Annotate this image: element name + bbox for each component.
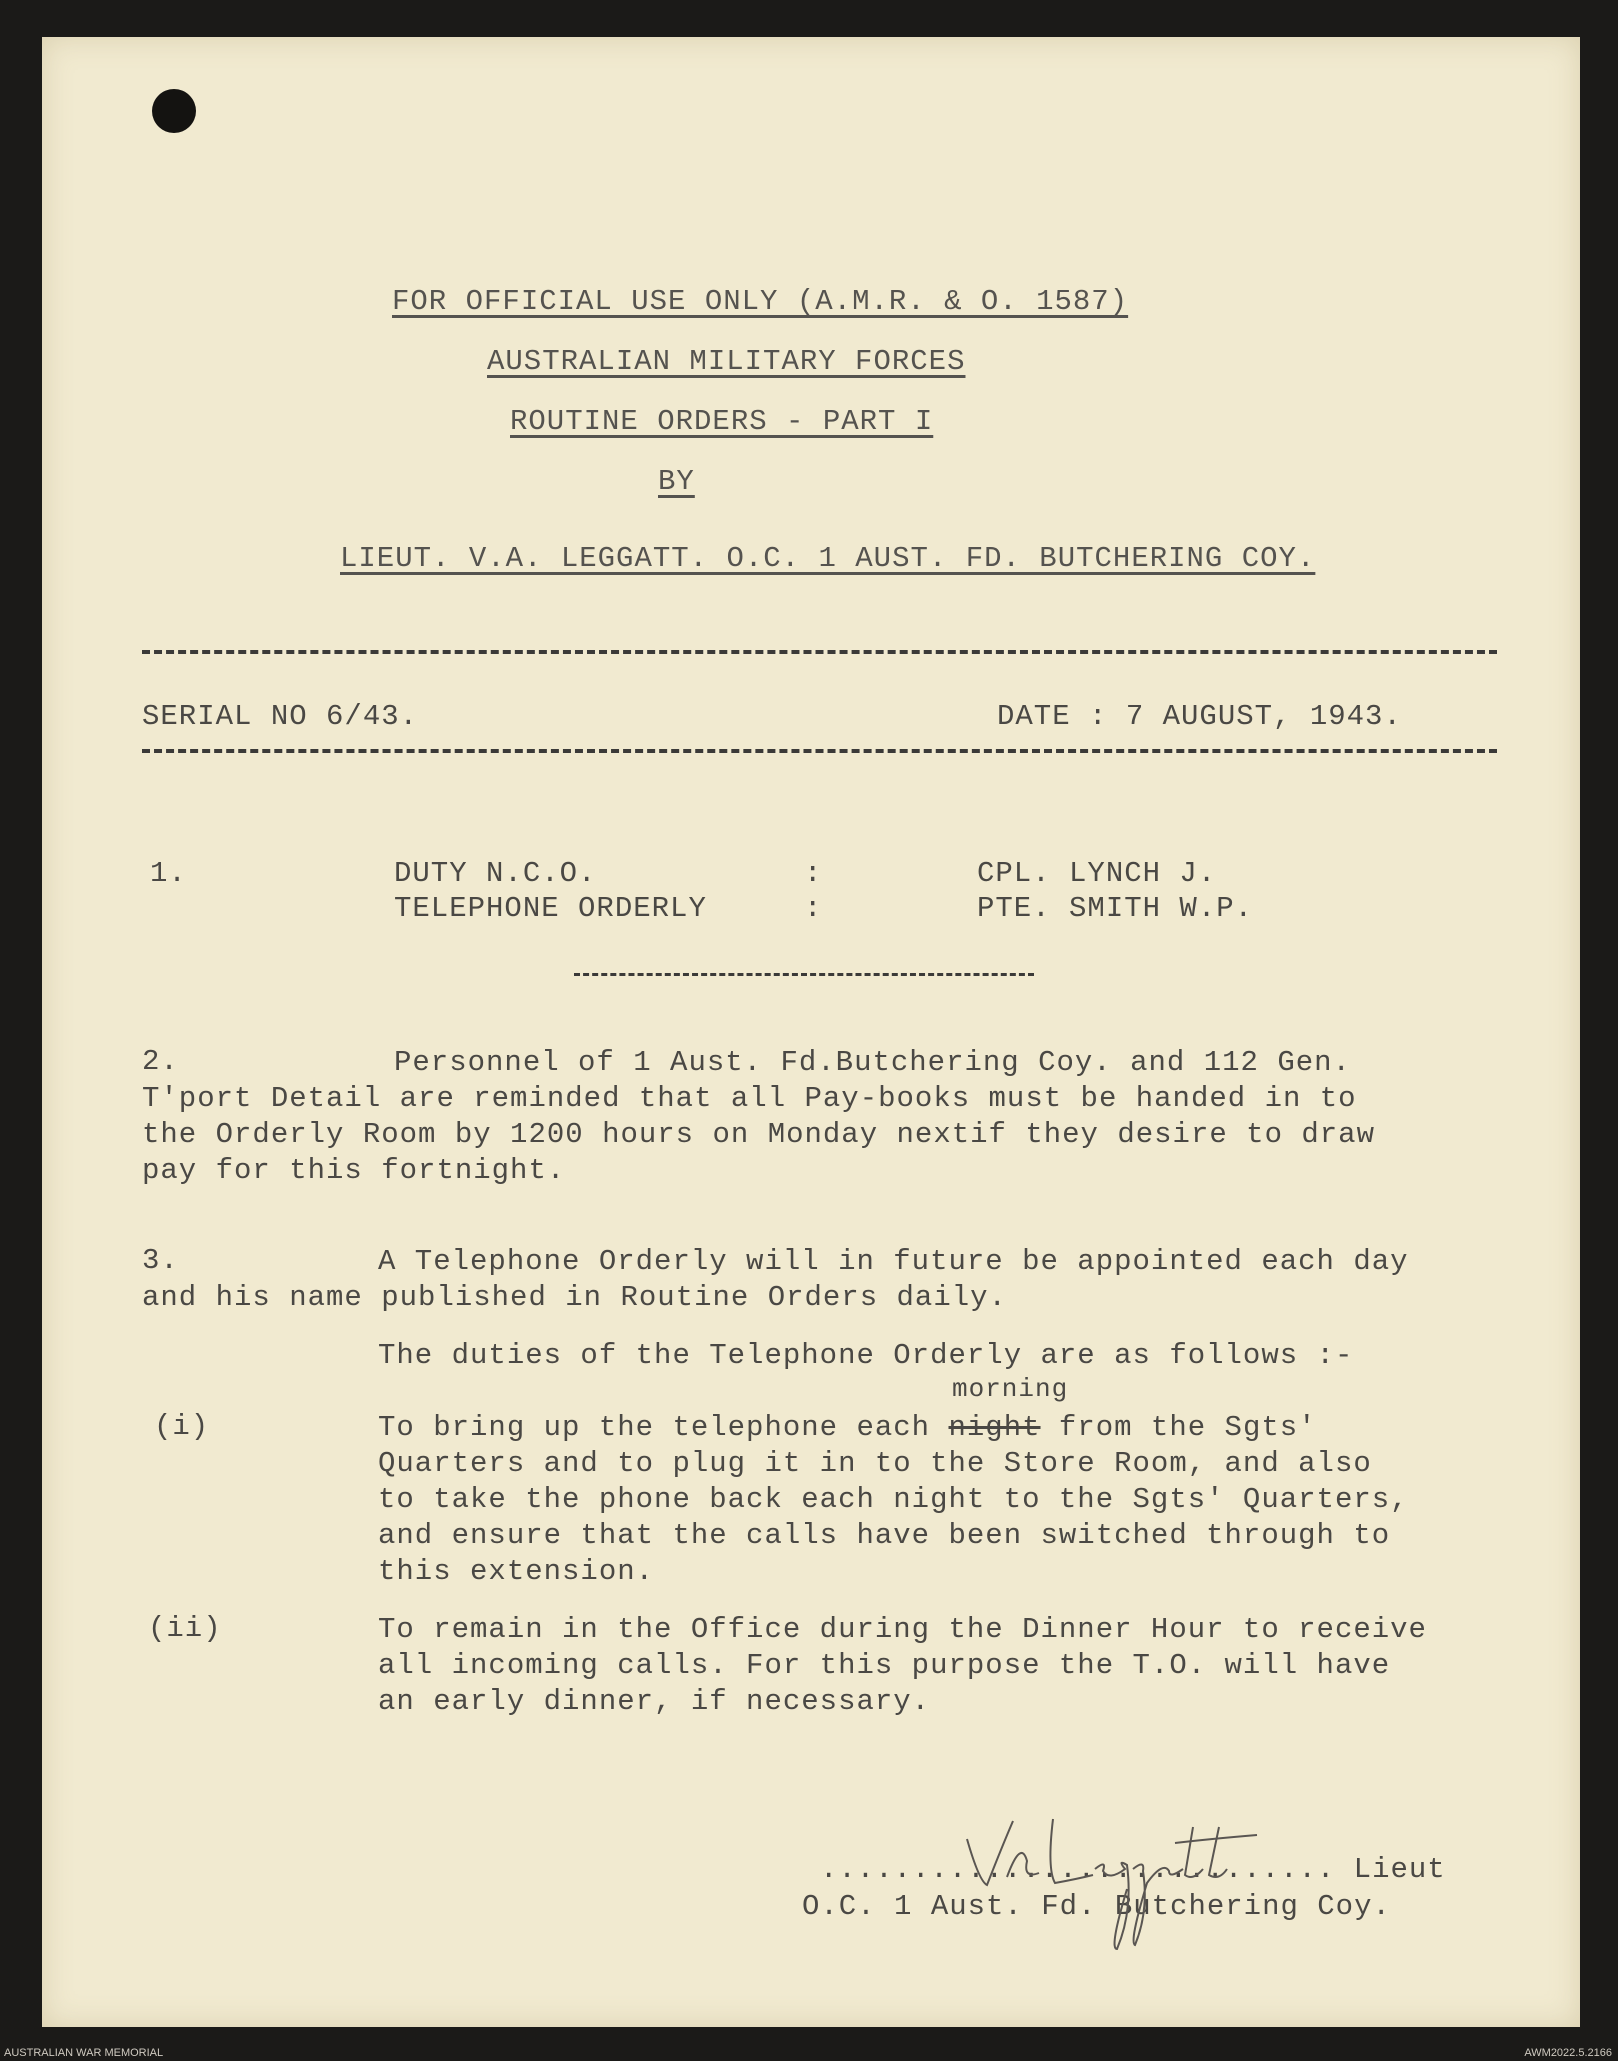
duty-role: TELEPHONE ORDERLY bbox=[394, 892, 707, 925]
item-3-line: and his name published in Routine Orders daily. bbox=[142, 1281, 1007, 1314]
by-heading: BY bbox=[658, 465, 695, 498]
classification-heading: FOR OFFICIAL USE ONLY (A.M.R. & O. 1587) bbox=[392, 285, 1129, 318]
duty-name: CPL. LYNCH J. bbox=[977, 857, 1217, 890]
handwritten-signature bbox=[957, 1799, 1277, 1959]
order-date: DATE : 7 AUGUST, 1943. bbox=[997, 700, 1402, 733]
item-2-line: T'port Detail are reminded that all Pay-books must be handed in to bbox=[142, 1082, 1357, 1115]
item-2-line: the Orderly Room by 1200 hours on Monday nextif they desire to draw bbox=[142, 1118, 1375, 1151]
sub-item-i-line: this extension. bbox=[378, 1555, 655, 1588]
duty-name: PTE. SMITH W.P. bbox=[977, 892, 1254, 925]
duties-intro: The duties of the Telephone Orderly are as follows :- bbox=[378, 1339, 1354, 1372]
document-type-heading: ROUTINE ORDERS - PART I bbox=[510, 405, 934, 438]
organisation-heading: AUSTRALIAN MILITARY FORCES bbox=[487, 345, 966, 378]
duty-separator: : bbox=[804, 892, 823, 925]
signatory-title: O.C. 1 Aust. Fd. Butchering Coy. bbox=[802, 1890, 1391, 1923]
item-3-number: 3. bbox=[142, 1244, 179, 1277]
item-2-number: 2. bbox=[142, 1045, 179, 1078]
sub-item-i-line: Quarters and to plug it in to the Store Room, and also bbox=[378, 1447, 1372, 1480]
sub-item-i-line: To bring up the telephone each night from the Sgts' bbox=[378, 1411, 1317, 1444]
archive-credit: AUSTRALIAN WAR MEMORIAL bbox=[4, 2047, 164, 2059]
item-3-line: A Telephone Orderly will in future be appointed each day bbox=[378, 1245, 1409, 1278]
item-1-number: 1. bbox=[150, 857, 187, 890]
archive-reference: AWM2022.5.2166 bbox=[1524, 2047, 1612, 2059]
top-rule bbox=[142, 650, 1497, 654]
serial-rule bbox=[142, 749, 1497, 753]
sub-item-i-line: and ensure that the calls have been switched through to bbox=[378, 1519, 1391, 1552]
document-page bbox=[42, 37, 1580, 2027]
item-2-line: Personnel of 1 Aust. Fd.Butchering Coy. and 112 Gen. bbox=[394, 1046, 1351, 1079]
sub-item-ii-line: an early dinner, if necessary. bbox=[378, 1685, 931, 1718]
item-1-rule bbox=[574, 973, 1034, 976]
punch-hole bbox=[152, 89, 196, 133]
struck-word: night bbox=[948, 1411, 1041, 1444]
item-2-line: pay for this fortnight. bbox=[142, 1154, 566, 1187]
duty-separator: : bbox=[804, 857, 823, 890]
sub-item-i-number: (i) bbox=[154, 1410, 210, 1443]
sub-item-ii-number: (ii) bbox=[148, 1612, 222, 1645]
sub-item-ii-line: all incoming calls. For this purpose the T.O. will have bbox=[378, 1649, 1391, 1682]
sub-item-ii-line: To remain in the Office during the Dinner Hour to receive bbox=[378, 1613, 1427, 1646]
handwritten-insertion: morning bbox=[952, 1374, 1069, 1404]
duty-role: DUTY N.C.O. bbox=[394, 857, 597, 890]
issuer-heading: LIEUT. V.A. LEGGATT. O.C. 1 AUST. FD. BUTCHERING COY. bbox=[340, 542, 1316, 575]
serial-number: SERIAL NO 6/43. bbox=[142, 700, 419, 733]
sub-item-i-line: to take the phone back each night to the Sgts' Quarters, bbox=[378, 1483, 1409, 1516]
signature-line: ............................ Lieut bbox=[820, 1853, 1446, 1886]
